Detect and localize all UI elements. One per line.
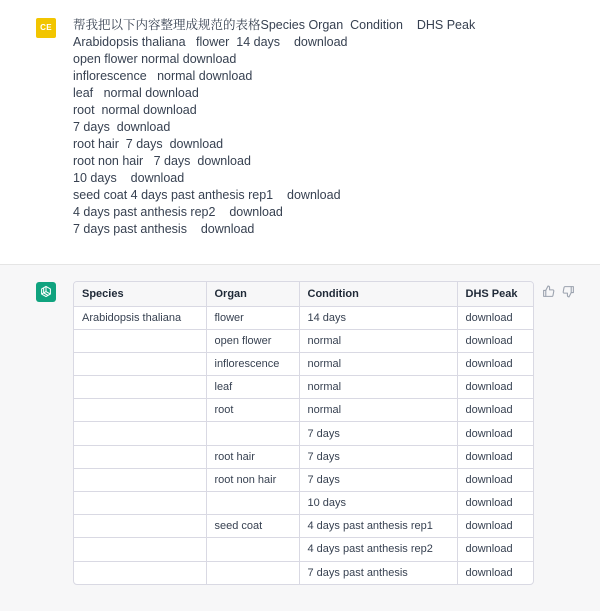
- table-row: [74, 492, 534, 515]
- table-row: [74, 329, 534, 352]
- thumbs-up-icon[interactable]: [541, 284, 555, 298]
- cell-dhs-peak: download: [457, 492, 534, 515]
- cell-species: [74, 492, 206, 515]
- cell-dhs-peak: download: [457, 538, 534, 561]
- table-row: [74, 352, 534, 375]
- cell-dhs-peak: download: [457, 376, 534, 399]
- cell-condition: 10 days: [299, 492, 457, 515]
- cell-organ: [206, 561, 299, 584]
- cell-dhs-peak: download: [457, 352, 534, 375]
- cell-condition: normal: [299, 399, 457, 422]
- cell-dhs-peak: download: [457, 329, 534, 352]
- cell-dhs-peak: download: [457, 306, 534, 329]
- table-row: [74, 468, 534, 491]
- table-row: [74, 376, 534, 399]
- cell-species: [74, 538, 206, 561]
- table-row: [74, 538, 534, 561]
- cell-organ: root: [206, 399, 299, 422]
- cell-dhs-peak: download: [457, 399, 534, 422]
- table-row: [74, 515, 534, 538]
- result-table: [73, 281, 534, 585]
- cell-condition: 14 days: [299, 306, 457, 329]
- table-row: [74, 445, 534, 468]
- cell-condition: normal: [299, 376, 457, 399]
- cell-organ: flower: [206, 306, 299, 329]
- table-row: [74, 399, 534, 422]
- table-row: [74, 306, 534, 329]
- cell-species: [74, 422, 206, 445]
- header-condition: Condition: [299, 282, 457, 306]
- cell-condition: 7 days: [299, 445, 457, 468]
- cell-organ: seed coat: [206, 515, 299, 538]
- cell-condition: normal: [299, 352, 457, 375]
- cell-organ: [206, 538, 299, 561]
- cell-dhs-peak: download: [457, 445, 534, 468]
- cell-organ: open flower: [206, 329, 299, 352]
- cell-condition: 4 days past anthesis rep2: [299, 538, 457, 561]
- cell-species: Arabidopsis thaliana: [74, 306, 206, 329]
- table-row: [74, 422, 534, 445]
- table-header-row: [74, 282, 534, 306]
- header-dhs-peak: DHS Peak: [457, 282, 534, 306]
- cell-organ: root non hair: [206, 468, 299, 491]
- cell-organ: leaf: [206, 376, 299, 399]
- cell-condition: 7 days: [299, 468, 457, 491]
- header-organ: Organ: [206, 282, 299, 306]
- cell-condition: 4 days past anthesis rep1: [299, 515, 457, 538]
- openai-logo-icon: [36, 282, 56, 302]
- cell-organ: root hair: [206, 445, 299, 468]
- cell-dhs-peak: download: [457, 422, 534, 445]
- cell-condition: 7 days: [299, 422, 457, 445]
- cell-species: [74, 376, 206, 399]
- cell-condition: 7 days past anthesis: [299, 561, 457, 584]
- cell-organ: [206, 492, 299, 515]
- cell-condition: normal: [299, 329, 457, 352]
- user-message: [0, 0, 600, 265]
- cell-species: [74, 329, 206, 352]
- cell-species: [74, 468, 206, 491]
- cell-dhs-peak: download: [465, 566, 513, 579]
- header-species: Species: [74, 282, 206, 306]
- table-row: [74, 561, 534, 584]
- user-message-text: 帮我把以下内容整理成规范的表格Species Organ Condition DHS Peak Arabidopsis thaliana flower 14 days download open flower normal download inflorescence normal download leaf normal download root normal download 7 days download root hair 7 days download root non hair 7 days download 10 days download seed coat 4 days past anthesis rep1 download 4 days past anthesis rep2 download 7 days past anthesis download: [73, 18, 476, 236]
- cell-species: [74, 352, 206, 375]
- cell-organ: inflorescence: [206, 352, 299, 375]
- cell-organ: [206, 422, 299, 445]
- cell-species: [74, 515, 206, 538]
- thumbs-down-icon[interactable]: [561, 284, 575, 298]
- cell-species: [74, 445, 206, 468]
- cell-species: [74, 399, 206, 422]
- assistant-message: [0, 265, 600, 611]
- cell-species: [74, 561, 206, 584]
- cell-dhs-peak: download: [457, 468, 534, 491]
- cell-dhs-peak: download: [457, 515, 534, 538]
- user-avatar: CE: [36, 18, 56, 38]
